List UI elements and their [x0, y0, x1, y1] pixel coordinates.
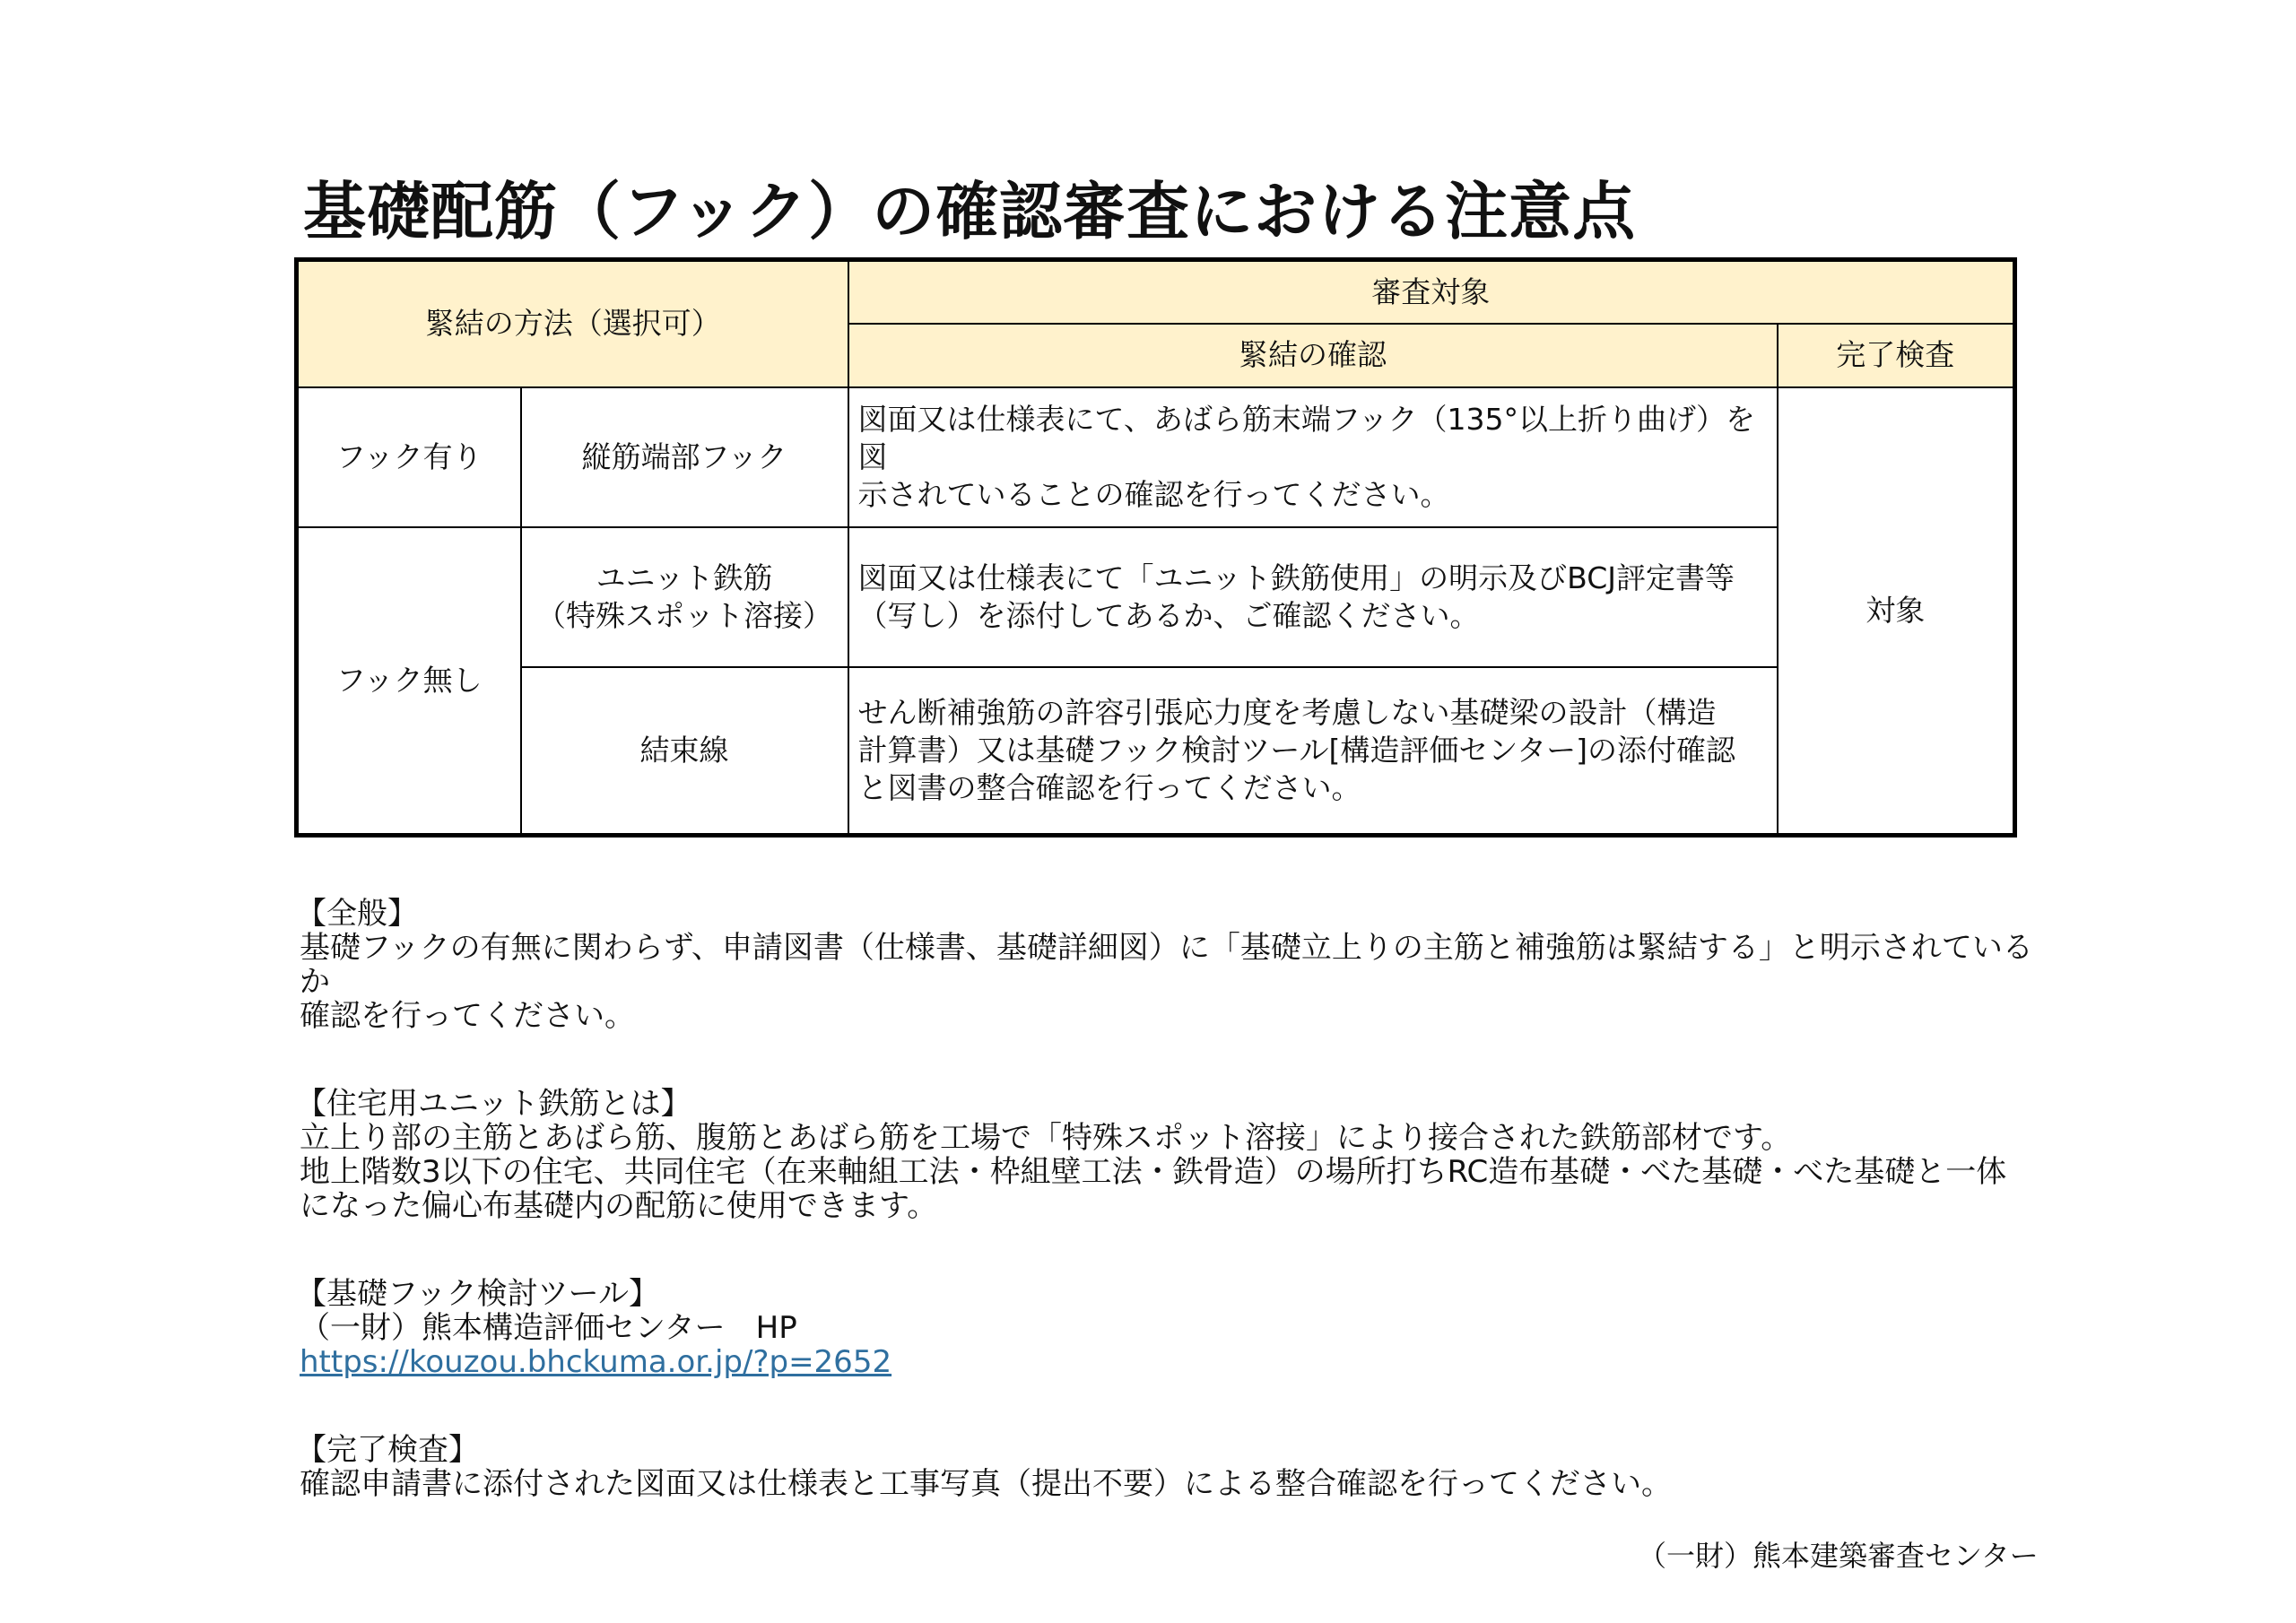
note-heading: 【住宅用ユニット鉄筋とは】 — [296, 1086, 691, 1122]
note-line: になった偏心布基礎内の配筋に使用できます。 — [300, 1188, 938, 1224]
header-confirm: 緊結の確認 — [848, 324, 1778, 387]
table-row — [297, 387, 2015, 527]
note-tool — [296, 1276, 2057, 1380]
header-method: 緊結の方法（選択可） — [297, 260, 848, 387]
note-heading: 【基礎フック検討ツール】 — [296, 1276, 659, 1312]
note-line: 確認申請書に添付された図面又は仕様表と工事写真（提出不要）による整合確認を行ってください。 — [300, 1466, 1672, 1502]
note-inspection — [296, 1432, 2057, 1502]
method-cell: ユニット鉄筋 （特殊スポット溶接） — [521, 527, 848, 667]
table-row — [297, 667, 2015, 836]
note-unit-rebar — [296, 1086, 2057, 1224]
notes-section — [296, 896, 2057, 1555]
review-table — [294, 257, 2017, 838]
note-general — [296, 896, 2057, 1034]
header-inspection: 完了検査 — [1778, 324, 2015, 387]
page-title: 基礎配筋（フック）の確認審査における注意点 — [303, 175, 1637, 248]
note-line: 地上階数3以下の住宅、共同住宅（在来軸組工法・枠組壁工法・鉄骨造）の場所打ちRC造布基礎・べた基礎・べた基礎と一体 — [300, 1154, 2007, 1190]
method-cell: 結束線 — [521, 667, 848, 836]
description-cell: せん断補強筋の許容引張応力度を考慮しない基礎梁の設計（構造 計算書）又は基礎フック検討ツール[構造評価センター]の添付確認 と図書の整合確認を行ってください。 — [848, 667, 1778, 836]
header-target: 審査対象 — [848, 260, 2015, 324]
note-line: 確認を行ってください。 — [300, 998, 635, 1034]
footer-organization: （一財）熊本建築審査センター — [1638, 1539, 2039, 1573]
note-line: （一財）熊本構造評価センター HP — [300, 1310, 797, 1346]
note-line: 立上り部の主筋とあばら筋、腹筋とあばら筋を工場で「特殊スポット溶接」により接合された鉄筋部材です。 — [300, 1120, 1792, 1156]
method-cell: 縦筋端部フック — [521, 387, 848, 527]
table-row — [297, 527, 2015, 667]
group-hook-no: フック無し — [297, 527, 521, 836]
note-heading: 【完了検査】 — [296, 1432, 479, 1468]
target-cell: 対象 — [1778, 387, 2015, 836]
note-line: 基礎フックの有無に関わらず、申請図書（仕様書、基礎詳細図）に「基礎立上りの主筋と補強筋は緊結する」と明示されているか — [300, 930, 2033, 1000]
description-cell: 図面又は仕様表にて「ユニット鉄筋使用」の明示及びBCJ評定書等 （写し）を添付してあるか、ご確認ください。 — [848, 527, 1778, 667]
description-cell: 図面又は仕様表にて、あばら筋末端フック（135°以上折り曲げ）を図 示されていることの確認を行ってください。 — [848, 387, 1778, 527]
note-heading: 【全般】 — [296, 896, 418, 932]
group-hook-yes: フック有り — [297, 387, 521, 527]
tool-link[interactable]: https://kouzou.bhckuma.or.jp/?p=2652 — [300, 1344, 892, 1380]
